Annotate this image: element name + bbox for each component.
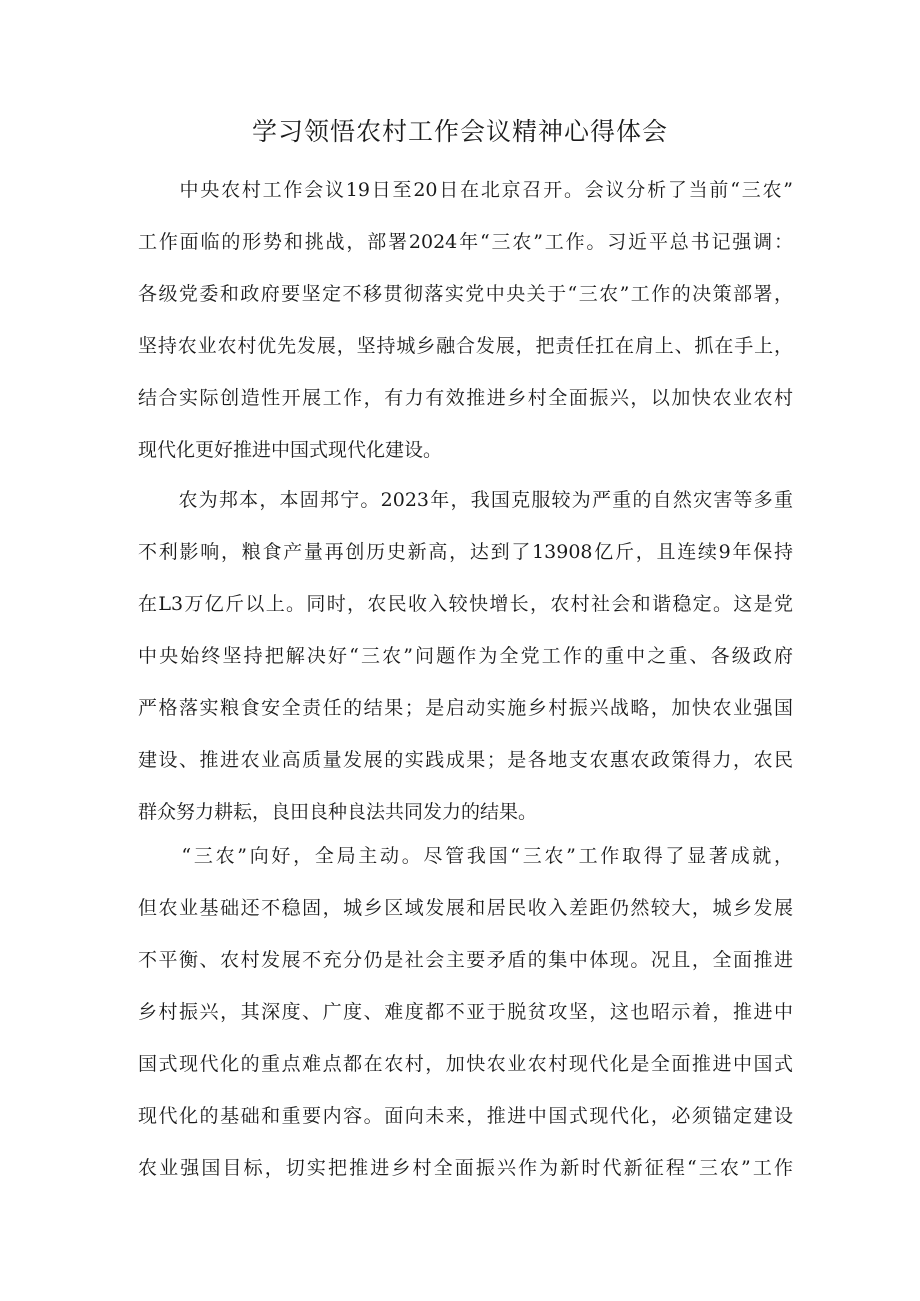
paragraph-2	[138, 474, 793, 838]
paragraph-line: 工作面临的形势和挑战，部署2024年“三农”工作。习近平总书记强调：	[138, 231, 793, 253]
paragraph-line: 坚持农业农村优先发展，坚持城乡融合发展，把责任扛在肩上、抓在手上，	[138, 335, 793, 357]
paragraph-line: 乡村振兴，其深度、广度、难度都不亚于脱贫攻坚，这也昭示着，推进中	[138, 1001, 793, 1023]
paragraph-line: 各级党委和政府要坚定不移贯彻落实党中央关于“三农”工作的决策部署，	[138, 283, 793, 305]
paragraph-3	[138, 830, 793, 1194]
paragraph-line: 中央农村工作会议19日至20日在北京召开。会议分析了当前“三农”	[138, 179, 793, 201]
paragraph-line: 建设、推进农业高质量发展的实践成果；是各地支农惠农政策得力，农民	[138, 749, 793, 771]
paragraph-line: 但农业基础还不稳固，城乡区域发展和居民收入差距仍然较大，城乡发展	[138, 897, 793, 919]
paragraph-line: 严格落实粮食安全责任的结果；是启动实施乡村振兴战略，加快农业强国	[138, 697, 793, 719]
paragraph-line: 不平衡、农村发展不充分仍是社会主要矛盾的集中体现。况且，全面推进	[138, 949, 793, 971]
paragraph-line: 在L3万亿斤以上。同时，农民收入较快增长，农村社会和谐稳定。这是党	[138, 593, 793, 615]
paragraph-line: 现代化的基础和重要内容。面向未来，推进中国式现代化，必须锚定建设	[138, 1105, 793, 1127]
paragraph-line: 农为邦本，本固邦宁。2023年，我国克服较为严重的自然灾害等多重	[138, 489, 793, 511]
paragraph-line: 国式现代化的重点难点都在农村，加快农业农村现代化是全面推进中国式	[138, 1053, 793, 1075]
paragraph-1	[138, 164, 793, 476]
paragraph-line: 群众努力耕耘，良田良种良法共同发力的结果。	[138, 801, 538, 823]
paragraph-line: 结合实际创造性开展工作，有力有效推进乡村全面振兴，以加快农业农村	[138, 387, 793, 409]
paragraph-line: 农业强国目标，切实把推进乡村全面振兴作为新时代新征程“三农”工作	[138, 1157, 793, 1179]
paragraph-line: 中央始终坚持把解决好“三农”问题作为全党工作的重中之重、各级政府	[138, 645, 793, 667]
paragraph-line: “三农”向好，全局主动。尽管我国“三农”工作取得了显著成就，	[138, 845, 793, 867]
document-title: 学习领悟农村工作会议精神心得体会	[251, 117, 668, 146]
paragraph-line: 现代化更好推进中国式现代化建设。	[138, 439, 443, 461]
paragraph-line: 不利影响，粮食产量再创历史新高，达到了13908亿斤，且连续9年保持	[138, 541, 793, 563]
